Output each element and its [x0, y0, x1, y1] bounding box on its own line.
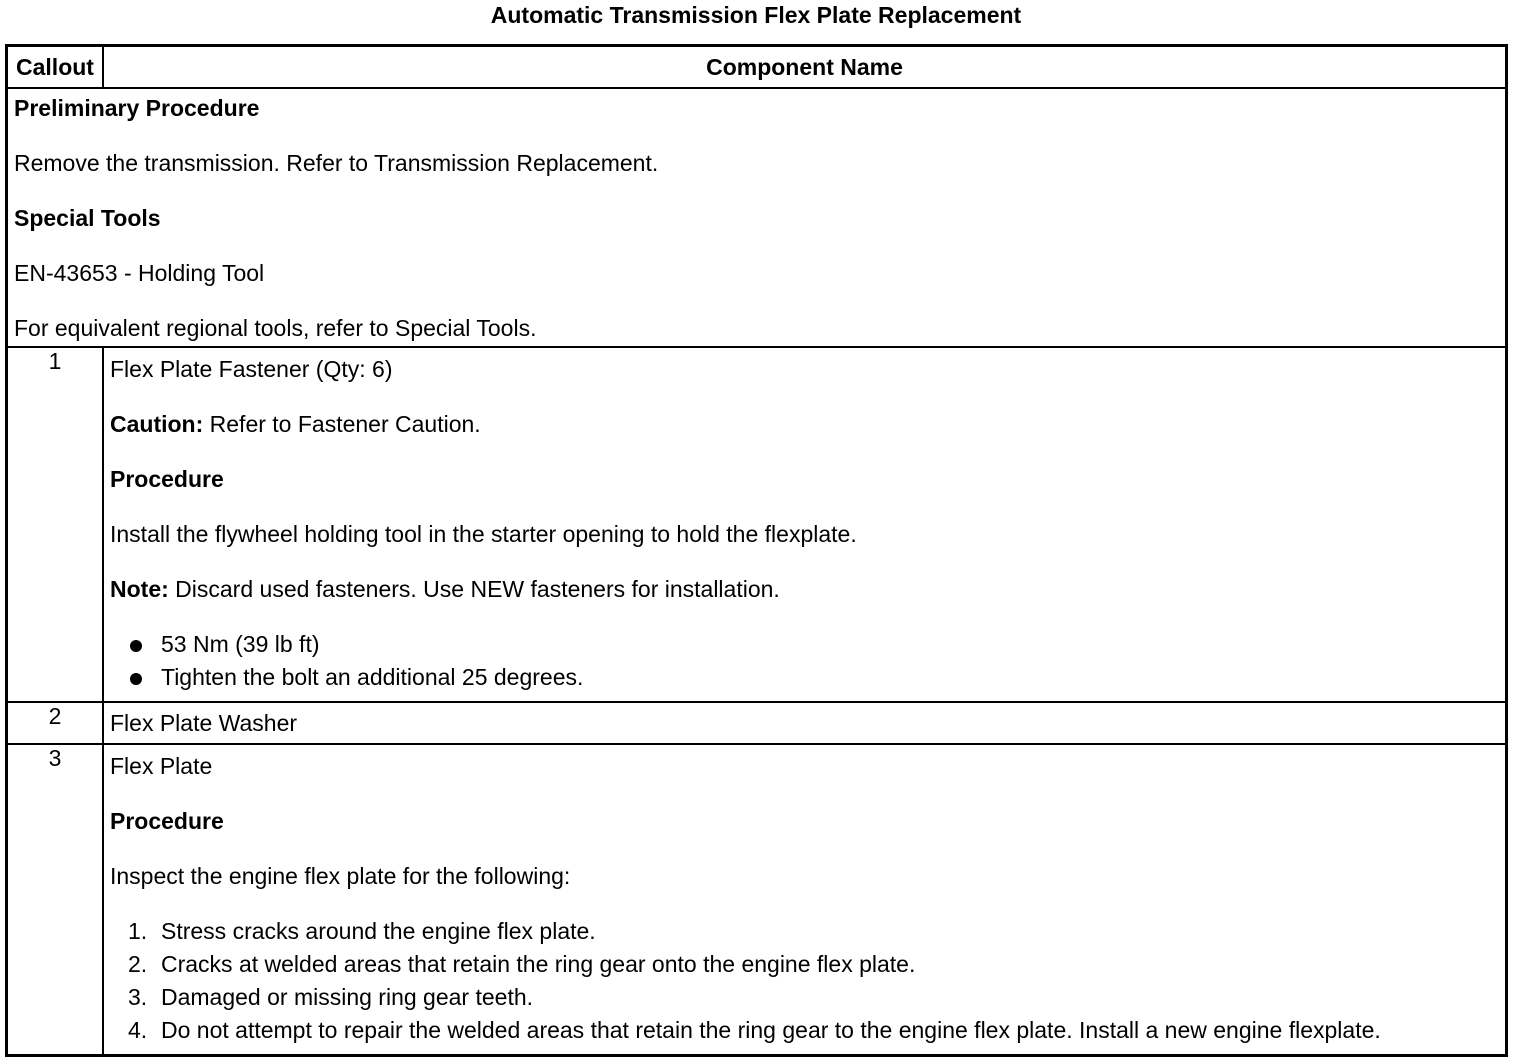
document-title: Automatic Transmission Flex Plate Replacement [490, 2, 1022, 28]
preliminary-row [7, 88, 1507, 347]
component-cell [103, 702, 1507, 744]
procedure-table [5, 44, 1508, 1057]
list-item: 53 Nm (39 lb ft) [128, 631, 1499, 658]
list-text: Cracks at welded areas that retain the ring gear onto the engine flex plate. [161, 951, 916, 977]
list-text: Damaged or missing ring gear teeth. [161, 984, 534, 1010]
procedure-heading: Procedure [110, 466, 224, 492]
component-column-header: Component Name [103, 46, 1507, 89]
table-header-row [7, 46, 1507, 89]
component-name: Flex Plate Fastener (Qty: 6) [110, 356, 393, 382]
list-item [128, 951, 1499, 978]
torque-bullet-list [110, 631, 1499, 691]
list-number: 2. [128, 951, 148, 977]
preliminary-text: Remove the transmission. Refer to Transmission Replacement. [14, 150, 659, 176]
component-name: Flex Plate Washer [110, 709, 298, 736]
callout-column-header: Callout [7, 46, 104, 89]
list-text: Stress cracks around the engine flex plate. [161, 918, 596, 944]
callout-number: 3 [7, 744, 104, 1056]
list-number: 1. [128, 918, 148, 944]
list-number: 3. [128, 984, 148, 1010]
preliminary-heading: Preliminary Procedure [14, 95, 260, 121]
list-number: 4. [128, 1017, 148, 1043]
list-item [128, 1017, 1499, 1044]
component-cell [103, 744, 1507, 1056]
component-cell [103, 347, 1507, 702]
special-tools-note: For equivalent regional tools, refer to Special Tools. [14, 315, 537, 341]
table-row [7, 744, 1507, 1056]
caution-body: Refer to Fastener Caution. [203, 411, 481, 437]
list-item [128, 984, 1499, 1011]
note-label: Note: [110, 576, 169, 602]
table-row [7, 347, 1507, 702]
preliminary-cell [7, 88, 1507, 347]
procedure-step: Install the flywheel holding tool in the starter opening to hold the flexplate. [110, 521, 857, 547]
callout-number: 2 [7, 702, 104, 744]
procedure-step: Inspect the engine flex plate for the following: [110, 863, 571, 889]
special-tools-heading: Special Tools [14, 205, 161, 231]
inspection-list [110, 918, 1499, 1044]
list-text: Do not attempt to repair the welded areas that retain the ring gear to the engine flex plate. Install a new engine flexplate. [161, 1017, 1381, 1043]
procedure-heading: Procedure [110, 808, 224, 834]
special-tool-item: EN-43653 - Holding Tool [14, 260, 265, 286]
component-name: Flex Plate [110, 753, 213, 779]
note-text [110, 576, 1499, 603]
note-body: Discard used fasteners. Use NEW fasteners for installation. [168, 576, 780, 602]
caution-label: Caution: [110, 411, 204, 437]
table-row [7, 702, 1507, 744]
callout-number: 1 [7, 347, 104, 702]
caution-text [110, 411, 1499, 438]
list-item: Tighten the bolt an additional 25 degrees. [128, 664, 1499, 691]
list-item [128, 918, 1499, 945]
